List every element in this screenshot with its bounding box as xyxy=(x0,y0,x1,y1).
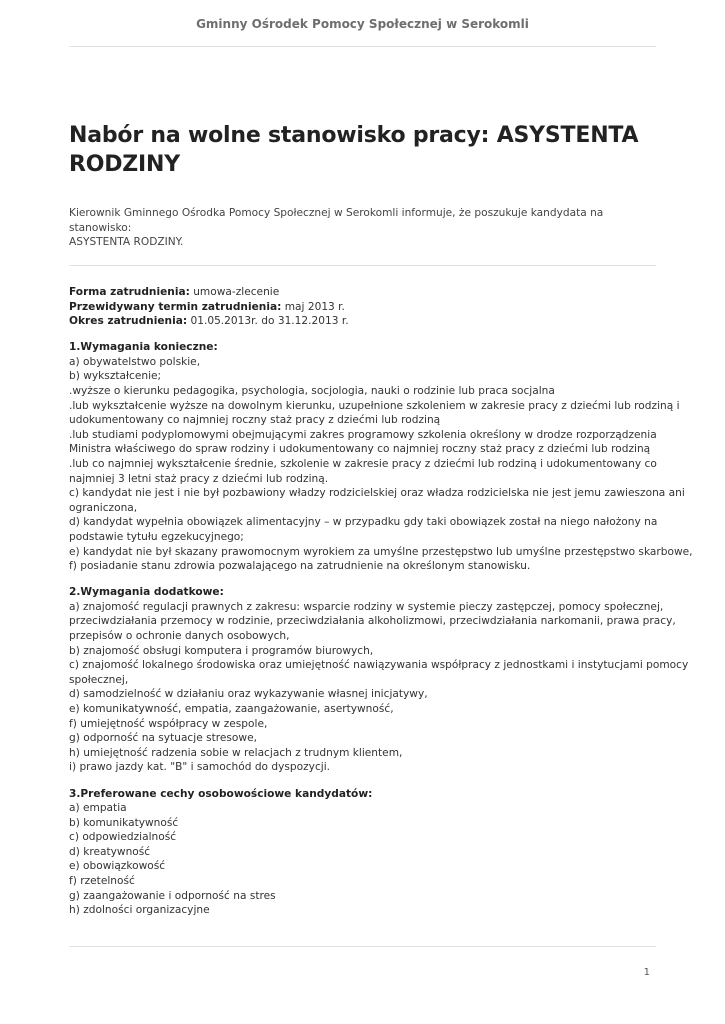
site-title: Gminny Ośrodek Pomocy Społecznej w Serokomli xyxy=(196,17,529,31)
list-item: f) posiadanie stanu zdrowia pozwalającego na zatrudnienie na określonym stanowisku. xyxy=(69,560,531,573)
intro-divider xyxy=(69,265,656,266)
section-2-heading: 2.Wymagania dodatkowe: xyxy=(69,586,224,599)
list-item: a) empatia xyxy=(69,802,127,815)
page-number: 1 xyxy=(643,967,650,978)
list-item: f) umiejętność współpracy w zespole, xyxy=(69,717,268,730)
list-item: c) kandydat nie jest i nie był pozbawiony władzy rodzicielskiej oraz władza rodzicielska nie jest jemu zawieszona ani xyxy=(69,487,685,500)
list-item: d) samodzielność w działaniu oraz wykazywanie własnej inicjatywy, xyxy=(69,688,428,701)
intro-line-2: ASYSTENTA RODZINY. xyxy=(69,236,184,249)
list-item: e) komunikatywność, empatia, zaangażowanie, asertywność, xyxy=(69,703,394,716)
list-item: Ministra właściwego do spraw rodziny i udokumentowany co najmniej roczny staż pracy z dziećmi lub rodziną xyxy=(69,443,651,456)
header-divider xyxy=(69,46,656,47)
list-item: przepisów o ochronie danych osobowych, xyxy=(69,630,290,643)
list-item: społecznej, xyxy=(69,673,129,686)
list-item: .lub studiami podyplomowymi obejmującymi zakres programowy szkolenia określony w drodze rozporządzenia xyxy=(69,428,657,441)
section-3-list xyxy=(69,801,656,918)
page-title xyxy=(69,121,656,179)
list-item: .wyższe o kierunku pedagogika, psychologia, socjologia, nauki o rodzinie lub praca socjalna xyxy=(69,385,555,398)
list-item: udokumentowany co najmniej roczny staż pracy z dziećmi lub rodziną xyxy=(69,414,441,427)
list-item: b) komunikatywność xyxy=(69,816,179,829)
section-2-list xyxy=(69,600,689,775)
list-item: c) znajomość lokalnego środowiska oraz umiejętność nawiązywania współpracy z jednostkami i instytucjami pomocy xyxy=(69,659,689,672)
employment-start: Przewidywany termin zatrudnienia: maj 2013 r. xyxy=(69,300,345,313)
list-item: b) wykształcenie; xyxy=(69,370,162,383)
list-item: e) obowiązkowość xyxy=(69,860,166,873)
section-1-heading: 1.Wymagania konieczne: xyxy=(69,341,218,354)
list-item: najmniej 3 letni staż pracy z dziećmi lub rodziną. xyxy=(69,472,329,485)
intro-line-1: Kierownik Gminnego Ośrodka Pomocy Społecznej w Serokomli informuje, że poszukuje kandydata na stanowisko: xyxy=(69,207,604,234)
list-item: podstawie tytułu egzekucyjnego; xyxy=(69,531,244,543)
list-item: f) rzetelność xyxy=(69,875,135,888)
list-item: a) znajomość regulacji prawnych z zakresu: wsparcie rodziny w systemie pieczy zastępczej, pomocy społecznej, xyxy=(69,600,664,613)
section-1-list xyxy=(69,355,693,574)
list-item: .lub wykształcenie wyższe na dowolnym kierunku, uzupełnione szkoleniem w zakresie pracy z dziećmi lub rodziną i xyxy=(69,399,680,412)
list-item: d) kreatywność xyxy=(69,845,151,858)
employment-period: Okres zatrudnienia: 01.05.2013r. do 31.12.2013 r. xyxy=(69,315,349,328)
list-item: h) zdolności organizacyjne xyxy=(69,904,210,917)
list-item: przeciwdziałania przemocy w rodzinie, przeciwdziałania alkoholizmowi, przeciwdziałania narkomanii, prawa pracy, xyxy=(69,615,676,628)
section-3-heading: 3.Preferowane cechy osobowościowe kandydatów: xyxy=(69,787,373,800)
list-item: i) prawo jazdy kat. "B" i samochód do dyspozycji. xyxy=(69,761,331,774)
list-item: .lub co najmniej wykształcenie średnie, szkolenie w zakresie pracy z dziećmi lub rodziną i udokumentowany co xyxy=(69,458,657,471)
title-line-1: Nabór na wolne stanowisko pracy: ASYSTENTA xyxy=(69,123,639,148)
list-item: c) odpowiedzialność xyxy=(69,831,177,844)
list-item: e) kandydat nie był skazany prawomocnym wyrokiem za umyślne przestępstwo lub umyślne przestępstwo skarbowe, xyxy=(69,545,693,558)
employment-form: Forma zatrudnienia: umowa-zlecenie xyxy=(69,286,280,298)
list-item: g) zaangażowanie i odporność na stres xyxy=(69,889,276,902)
list-item: ograniczona, xyxy=(69,501,138,514)
list-item: g) odporność na sytuacje stresowe, xyxy=(69,732,257,745)
intro-paragraph xyxy=(69,206,656,250)
list-item: b) znajomość obsługi komputera i programów biurowych, xyxy=(69,644,374,657)
list-item: a) obywatelstwo polskie, xyxy=(69,355,201,368)
title-line-2: RODZINY xyxy=(69,152,180,177)
article-body xyxy=(69,285,693,918)
list-item: d) kandydat wypełnia obowiązek alimentacyjny – w przypadku gdy taki obowiązek został na niego nałożony na xyxy=(69,516,658,529)
footer-divider xyxy=(69,946,656,947)
list-item: h) umiejętność radzenia sobie w relacjach z trudnym klientem, xyxy=(69,746,403,759)
